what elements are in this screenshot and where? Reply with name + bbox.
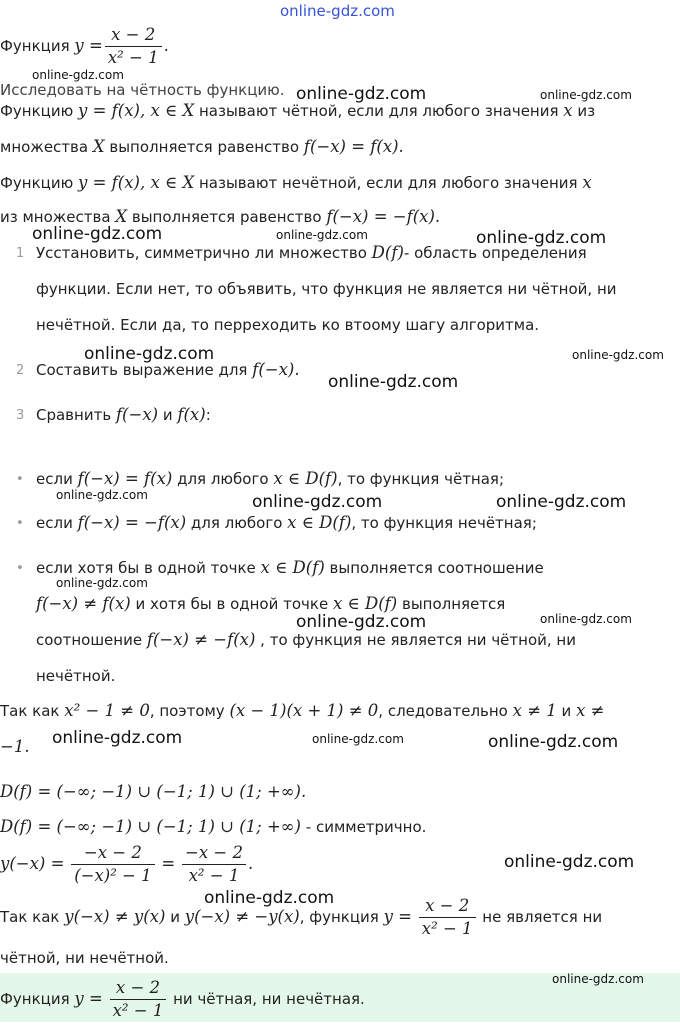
watermark: online-gdz.com (328, 372, 459, 392)
step-1-math: D(f) (371, 243, 404, 262)
bullet-2-text-a: если (36, 514, 73, 532)
domain-line2 (0, 817, 426, 837)
def-odd-text-d: выполняется равенство (131, 208, 322, 226)
watermark-top: online-gdz.com (280, 2, 395, 20)
step-1-line3: нечётной. Если да, то перреходить ко втоому шагу алгоритма. (36, 316, 540, 334)
watermark: online-gdz.com (56, 488, 148, 502)
step-2-math: f(−x). (252, 360, 300, 379)
bullet-3-math-d: f(−x) ≠ −f(x) (146, 630, 256, 649)
watermark: online-gdz.com (476, 228, 607, 248)
def-even-text-a: Функцию (0, 102, 74, 120)
solution-text-a: Так как (0, 702, 60, 720)
conclusion-text-c: , функция (299, 908, 379, 926)
watermark: online-gdz.com (84, 344, 215, 364)
step-3-math-a: f(−x) (115, 405, 159, 424)
solution-line1 (0, 701, 604, 721)
bullet-2-math-b: x ∈ D(f) (287, 513, 352, 532)
def-odd-text-a: Функцию (0, 174, 74, 192)
bullet-2-marker: • (16, 516, 24, 531)
conclusion-line2: чётной, ни нечётной. (0, 949, 169, 967)
step-3-and: и (162, 406, 173, 424)
y-minus-x-lhs: y(−x) = (0, 854, 65, 873)
step-2-number: 2 (16, 363, 25, 378)
step-1-text-a: Усстановить, симметрично ли множество (36, 244, 367, 262)
task-text: Исследовать на чётность функцию. (0, 81, 285, 99)
conclusion-text-d: не является ни (482, 908, 603, 926)
def-odd-line1 (0, 173, 592, 193)
def-odd-text-b: называют нечётной, если для любого значения (198, 174, 578, 192)
solution-text-c: , следовательно (378, 702, 508, 720)
y-minus-x-equals: = (161, 854, 176, 873)
bullet-1-marker: • (16, 472, 24, 487)
conclusion-num: x − 2 (425, 896, 470, 915)
domain-line1 (0, 782, 306, 802)
step-1-number: 1 (16, 246, 25, 261)
watermark: online-gdz.com (540, 88, 632, 102)
header-numerator: x − 2 (111, 25, 156, 44)
def-even-math: y = f(x), x ∈ X (78, 101, 195, 120)
watermark: online-gdz.com (540, 612, 632, 626)
def-odd-text-c: из множества (0, 208, 111, 226)
y-minus-x-den-2: x² − 1 (182, 864, 246, 887)
bullet-3-marker: • (16, 561, 24, 576)
bullet-2-text-c: , то функция нечётная; (351, 514, 537, 532)
domain-math-2: D(f) = (−∞; −1) ∪ (−1; 1) ∪ (1; +∞) (0, 817, 301, 836)
watermark: online-gdz.com (52, 728, 183, 748)
header-dot: . (163, 36, 169, 55)
step-3-colon: : (205, 406, 211, 424)
y-minus-x-dot: . (247, 854, 254, 873)
y-minus-x-fraction-1 (71, 842, 154, 887)
conclusion-math-b: y(−x) ≠ −y(x) (184, 907, 300, 926)
solution-math-c: x ≠ 1 (512, 701, 557, 720)
bullet-2-text-b: для любого (190, 514, 283, 532)
bullet-3-text-b: выполняется соотношение (329, 559, 544, 577)
step-2-text: Составить выражение для (36, 361, 248, 379)
bullet-3-text-f: , то функция не является ни чётной, ни (260, 631, 576, 649)
step-3-text: Сравнить (36, 406, 112, 424)
conclusion-fraction (419, 895, 476, 940)
conclusion-text-b: и (170, 908, 180, 926)
solution-math-b: (x − 1)(x + 1) ≠ 0 (229, 701, 379, 720)
watermark: online-gdz.com (32, 68, 124, 82)
answer-lhs: y = (74, 989, 103, 1008)
header-denominator: x² − 1 (105, 46, 162, 69)
bullet-1-text-a: если (36, 470, 73, 488)
bullet-3-math-b: f(−x) ≠ f(x) (36, 594, 131, 613)
domain-math-1: D(f) = (−∞; −1) ∪ (−1; 1) ∪ (1; +∞). (0, 782, 307, 801)
answer-num: x − 2 (115, 978, 161, 997)
bullet-3-math-c: x ∈ D(f) (332, 594, 398, 613)
conclusion-math-c: y = (383, 907, 412, 926)
bullet-3-text-a: если хотя бы в одной точке (36, 559, 256, 577)
def-even-set: X (92, 137, 105, 156)
bullet-2-line (36, 513, 537, 533)
bullet-3-text-c: и хотя бы в одной точке (135, 595, 329, 613)
bullet-3-line1 (36, 558, 544, 578)
step-1-line2: функции. Если нет, то объявить, что функция не является ни чётной, ни (36, 280, 617, 298)
answer-line (0, 975, 365, 1023)
solution-text-b: , поэтому (149, 702, 225, 720)
def-even-text-c: из (577, 102, 596, 120)
def-even-text-b: называют чётной, если для любого значения (198, 102, 559, 120)
watermark: online-gdz.com (296, 84, 427, 104)
y-minus-x-num-1: −x − 2 (83, 843, 142, 862)
y-minus-x-line (0, 836, 253, 892)
bullet-3-text-d: выполняется (401, 595, 506, 613)
step-1-text-b: - область определения (403, 244, 587, 262)
watermark: online-gdz.com (504, 852, 635, 872)
header-prefix: Функция (0, 37, 70, 55)
function-header (0, 22, 169, 70)
step-3-line (36, 405, 211, 425)
def-odd-x: x (582, 173, 592, 192)
bullet-3-line2 (36, 594, 505, 614)
step-3-number: 3 (16, 408, 25, 423)
bullet-2-math-a: f(−x) = −f(x) (77, 513, 187, 532)
solution-math-e: −1. (0, 737, 30, 756)
header-fraction (105, 24, 162, 69)
y-minus-x-den-1: (−x)² − 1 (71, 864, 154, 887)
solution-text-d: и (561, 702, 572, 720)
bullet-1-math-a: f(−x) = f(x) (77, 469, 173, 488)
watermark: online-gdz.com (312, 732, 404, 746)
solution-math-d: x ≠ (576, 701, 605, 720)
conclusion-math-a: y(−x) ≠ y(x) (64, 907, 166, 926)
def-even-text-e: выполняется равенство (109, 138, 300, 156)
step-3-math-b: f(x) (177, 405, 206, 424)
def-even-line2 (0, 137, 404, 157)
def-even-x: x (563, 101, 573, 120)
conclusion-text-a: Так как (0, 908, 60, 926)
y-minus-x-num-2: −x − 2 (185, 843, 243, 862)
def-even-line1 (0, 101, 595, 121)
bullet-1-text-b: для любого (177, 470, 269, 488)
watermark: online-gdz.com (276, 228, 368, 242)
answer-den: x² − 1 (110, 999, 167, 1022)
bullet-3-math-a: x ∈ D(f) (260, 558, 325, 577)
watermark: online-gdz.com (204, 888, 335, 908)
watermark: online-gdz.com (572, 348, 664, 362)
watermark: online-gdz.com (496, 492, 627, 512)
def-even-equation: f(−x) = f(x). (303, 137, 404, 156)
bullet-3-text-e: соотношение (36, 631, 143, 649)
def-odd-set: X (115, 207, 128, 226)
watermark: online-gdz.com (252, 492, 383, 512)
solution-line2 (0, 737, 30, 757)
conclusion-den: x² − 1 (419, 917, 476, 940)
bullet-1-text-c: , то функция чётная; (337, 470, 505, 488)
answer-fraction (110, 977, 167, 1022)
watermark: online-gdz.com (552, 972, 644, 986)
header-lhs: y = (74, 36, 103, 55)
bullet-3-line3 (36, 630, 576, 650)
bullet-1-line (36, 469, 504, 489)
solution-math-a: x² − 1 ≠ 0 (64, 701, 150, 720)
def-odd-equation: f(−x) = −f(x). (326, 207, 441, 226)
y-minus-x-fraction-2 (182, 842, 246, 887)
def-odd-math: y = f(x), x ∈ X (78, 173, 195, 192)
answer-prefix: Функция (0, 990, 70, 1008)
watermark: online-gdz.com (56, 576, 148, 590)
answer-text: ни чётная, ни нечётная. (173, 990, 365, 1008)
def-even-text-d: множества (0, 138, 89, 156)
watermark: online-gdz.com (488, 732, 619, 752)
bullet-3-line4: нечётной. (36, 667, 116, 685)
watermark: online-gdz.com (32, 224, 163, 244)
domain-symmetric-text: - симметрично. (305, 818, 427, 836)
bullet-1-math-b: x ∈ D(f) (273, 469, 338, 488)
watermark: online-gdz.com (296, 612, 427, 632)
